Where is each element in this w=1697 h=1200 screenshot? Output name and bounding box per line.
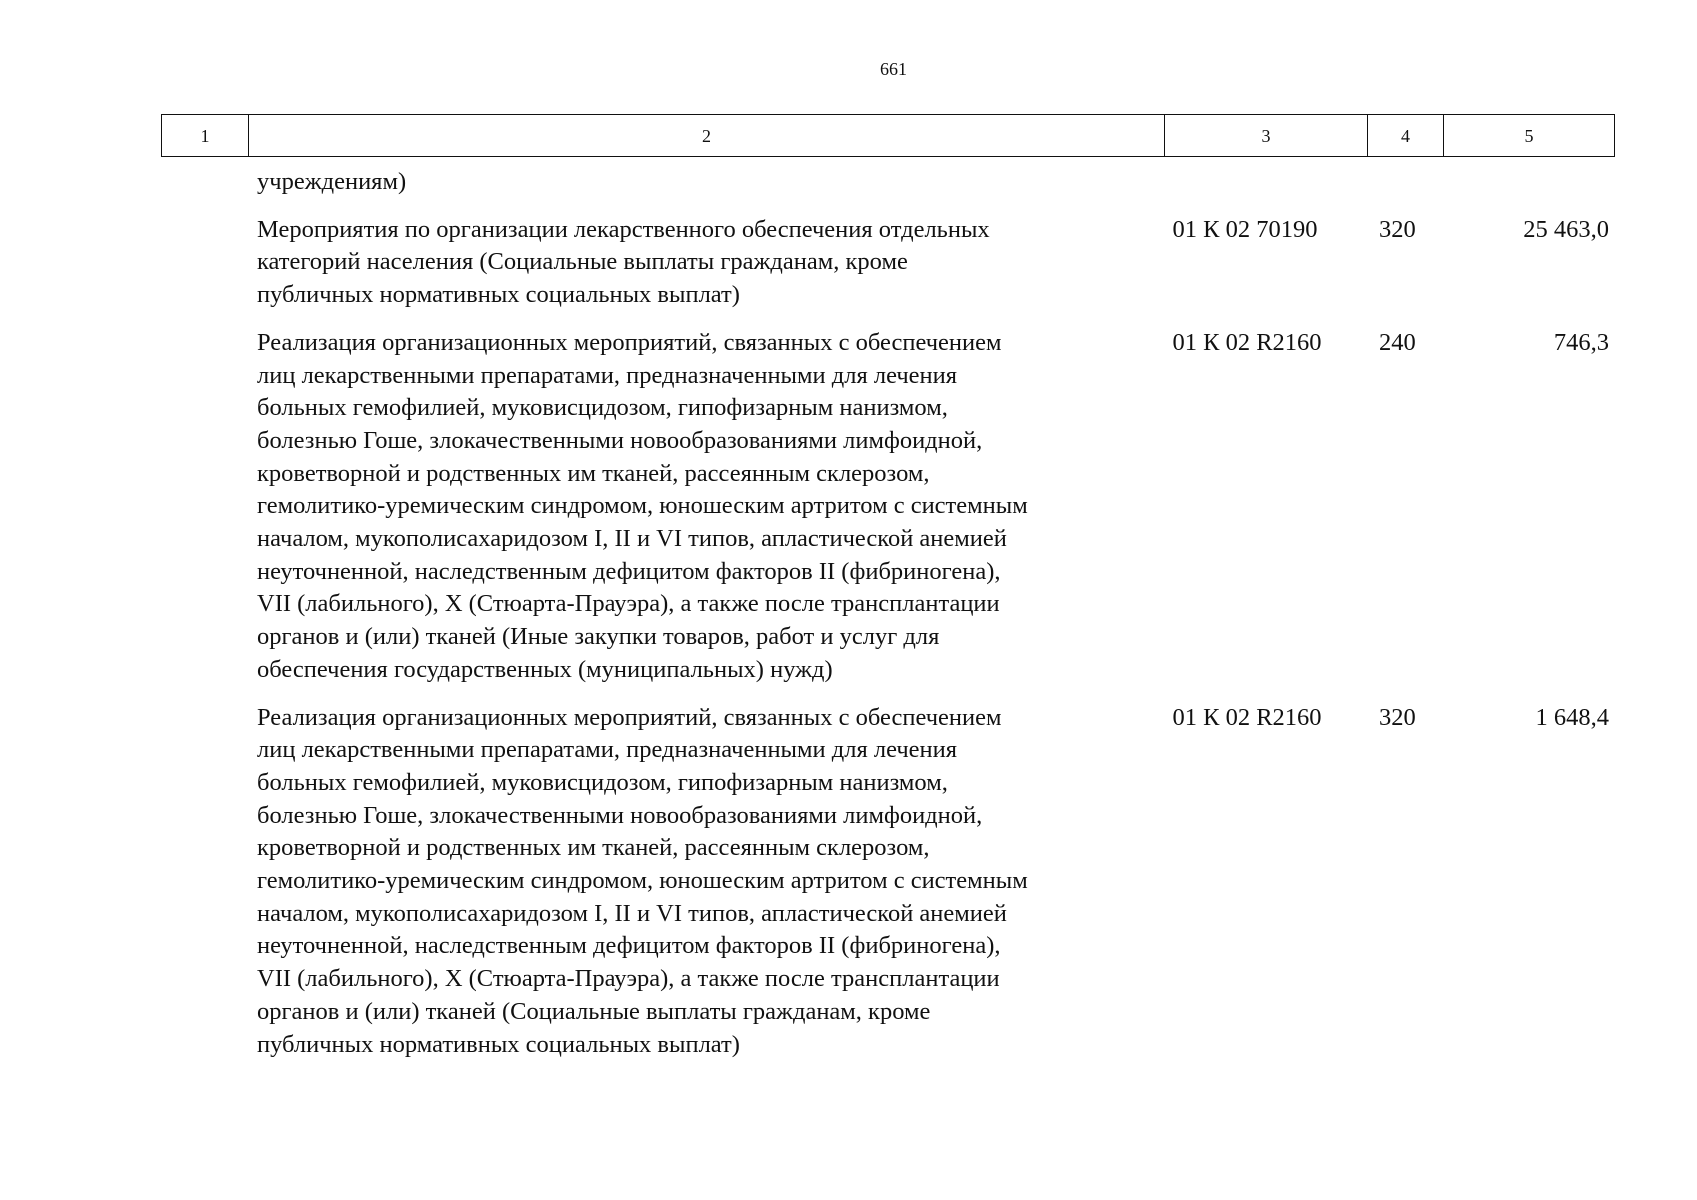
table-row [161, 327, 1609, 687]
row-code: 01 К 02 R2160 [1172, 328, 1322, 356]
page-number: 661 [880, 59, 907, 79]
row-code: 01 К 02 R2160 [1172, 703, 1322, 731]
column-header-2: 2 [249, 115, 1165, 157]
table-row [161, 214, 1609, 312]
row-name: Реализация организационных мероприятий, связанных с обеспечением лиц лекарственными препаратами, предназначенными для лечения больных гемофилией, муковисцидозом, гипофизарным нанизмом, болезнью Гоше, злокачественными новообразованиями лимфоидной, кроветворной и родственных им тканей, рассеянным склерозом, гемолитико-уремическим синдромом, юношеским артритом с системным началом, мукополисахаридозом I, II и VI типов, апластической анемией неуточненной, наследственным дефицитом факторов II (фибриногена), VII (лабильного), X (Стюарта-Прауэра), а также после трансплантации органов и (или) тканей (Иные закупки товаров, работ и услуг для обеспечения государственных (муниципальных) нужд) [257, 328, 1028, 683]
row-type: 320 [1378, 215, 1416, 243]
row-type: 240 [1378, 328, 1416, 356]
column-header-4: 4 [1368, 115, 1444, 157]
row-amount: 1 648,4 [1535, 703, 1609, 731]
row-amount: 746,3 [1553, 328, 1609, 356]
row-amount: 25 463,0 [1523, 215, 1609, 243]
column-header-5: 5 [1444, 115, 1615, 157]
row-code: 01 К 02 70190 [1172, 215, 1318, 243]
table-row [161, 166, 1609, 199]
row-name: Мероприятия по организации лекарственного обеспечения отдельных категорий населения (Социальные выплаты гражданам, кроме публичных нормативных социальных выплат) [257, 215, 990, 309]
column-header-row [162, 115, 1615, 157]
row-type: 320 [1378, 703, 1416, 731]
table-body [161, 166, 1609, 1061]
row-name: учреждениям) [257, 168, 407, 195]
table-row [161, 702, 1609, 1062]
row-name: Реализация организационных мероприятий, связанных с обеспечением лиц лекарственными препаратами, предназначенными для лечения больных гемофилией, муковисцидозом, гипофизарным нанизмом, болезнью Гоше, злокачественными новообразованиями лимфоидной, кроветворной и родственных им тканей, рассеянным склерозом, гемолитико-уремическим синдромом, юношеским артритом с системным началом, мукополисахаридозом I, II и VI типов, апластической анемией неуточненной, наследственным дефицитом факторов II (фибриногена), VII (лабильного), X (Стюарта-Прауэра), а также после трансплантации органов и (или) тканей (Социальные выплаты гражданам, кроме публичных нормативных социальных выплат) [257, 703, 1028, 1058]
column-header-table [161, 114, 1615, 157]
column-header-1: 1 [162, 115, 249, 157]
column-header-3: 3 [1165, 115, 1368, 157]
